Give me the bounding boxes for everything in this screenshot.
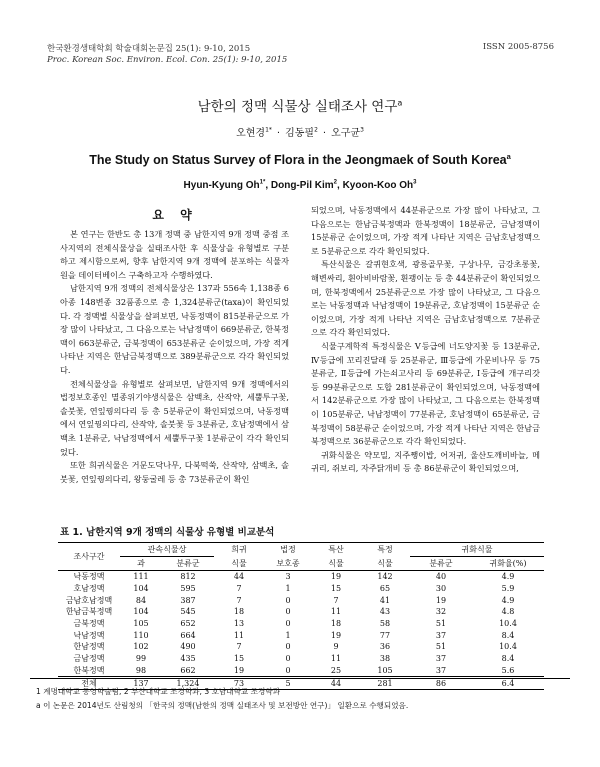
paper-title-en <box>0 153 600 167</box>
table-row-label: 한남금북정맥 <box>65 607 113 617</box>
table-cell: 44 <box>312 677 360 690</box>
table-cell: 10.4 <box>499 642 517 652</box>
table-cell: 105 <box>133 619 149 629</box>
table-cell: 30 <box>435 584 447 594</box>
header-rare-2: 식물 <box>214 557 264 571</box>
table-cell: 7 <box>333 595 339 605</box>
table-cell: 7 <box>236 584 242 594</box>
header-naturalized-rate: 귀화율(%) <box>472 557 544 571</box>
table-cell: 8.4 <box>501 654 515 664</box>
author-name-ko: 김동필 <box>285 128 315 139</box>
table-cell: 98 <box>135 665 147 675</box>
table-cell: 37 <box>435 654 447 664</box>
table-caption: 표 1. 남한지역 9개 정맥의 식물상 유형별 비교분석 <box>60 527 275 538</box>
table-row-label: 호남정맥 <box>73 584 105 594</box>
header-rare-1: 희귀 <box>214 543 264 557</box>
table-cell: 812 <box>180 572 196 582</box>
header-region: 조사구간 <box>58 543 120 571</box>
table-header-row-2 <box>58 557 544 571</box>
table-cell: 137 <box>120 677 162 690</box>
table-cell: 1 <box>285 630 291 640</box>
header-naturalized-taxa: 분류군 <box>410 557 472 571</box>
table-cell: 19 <box>330 572 342 582</box>
table-cell: 19 <box>233 665 245 675</box>
abstract-paragraph: 본 연구는 한반도 총 13개 정맥 중 남한지역 9개 정맥 중점 조사지역의 전체식물상을 실태조사한 후 식물상을 유형별로 구분하고 제시함으로써, 향후 남한지역 9개 정맥에 분포하는 식물자원을 데이터베이스 구축하고자 수행하였다. <box>60 229 289 280</box>
journal-info-ko: 한국환경생태학회 학술대회논문집 25(1): 9-10, 2015 <box>47 44 251 54</box>
table-cell: 110 <box>133 630 149 640</box>
table-cell: 19 <box>330 630 342 640</box>
table-cell: 73 <box>214 677 264 690</box>
authors-ko <box>0 124 600 139</box>
table-row-label: 금북정맥 <box>73 619 105 629</box>
table-cell: 6.4 <box>472 677 544 690</box>
table-cell: 37 <box>435 630 447 640</box>
table-cell: 4.9 <box>501 572 515 582</box>
table-cell: 1 <box>285 584 291 594</box>
author-affiliation-mark: 3 <box>413 179 417 186</box>
table-cell: 3 <box>285 572 291 582</box>
table-cell: 11 <box>233 630 245 640</box>
flora-comparison-table <box>58 542 544 690</box>
table-cell: 44 <box>233 572 245 582</box>
author-name-en: Kyoon-Koo Oh <box>342 180 414 191</box>
table-row-label: 전체 <box>58 677 120 690</box>
table-row <box>58 583 544 595</box>
header-specific-1: 특정 <box>360 543 410 557</box>
title-en-footnote-mark: a <box>506 151 511 161</box>
table-cell: 7 <box>236 595 242 605</box>
title-ko-text: 남한의 정맥 식물상 실태조사 연구 <box>197 99 398 115</box>
header-endemic-2: 식물 <box>312 557 360 571</box>
header-endemic-1: 특산 <box>312 543 360 557</box>
author-name-ko: 오현경 <box>236 128 266 139</box>
abstract-paragraph: 귀화식물은 약모밀, 지주쨍이밥, 어저귀, 울산도깨비바늘, 메귀리, 쥐보리, 자주닭개비 등 총 86분류군이 확인되었으며, <box>311 449 540 474</box>
table-row <box>58 618 544 630</box>
table-cell: 36 <box>379 642 391 652</box>
table-cell: 86 <box>410 677 472 690</box>
table-cell: 40 <box>435 572 447 582</box>
table-cell: 104 <box>133 584 149 594</box>
author-name-en: Hyun-Kyung Oh <box>183 180 260 191</box>
table-row <box>58 571 544 583</box>
table-cell: 387 <box>180 595 196 605</box>
header-family: 과 <box>120 557 162 571</box>
header-specific-2: 식물 <box>360 557 410 571</box>
table-cell: 43 <box>379 607 391 617</box>
table-cell: 111 <box>133 572 149 582</box>
table-cell: 0 <box>285 642 291 652</box>
table-cell: 142 <box>377 572 393 582</box>
table-cell: 9 <box>333 642 339 652</box>
abstract-heading: 요 약 <box>152 208 198 222</box>
table-cell: 490 <box>180 642 196 652</box>
table-cell: 41 <box>379 595 391 605</box>
table-cell: 25 <box>330 665 342 675</box>
left-column <box>60 228 289 486</box>
header-naturalized: 귀화식물 <box>410 543 544 557</box>
journal-info-en: Proc. Korean Soc. Environ. Ecol. Con. 25(1): 9-10, 2015 <box>47 55 288 65</box>
table-row <box>58 629 544 641</box>
table-cell: 664 <box>180 630 196 640</box>
table-cell: 84 <box>135 595 147 605</box>
author-separator: · <box>276 128 281 139</box>
table-cell: 15 <box>330 584 342 594</box>
table-cell: 281 <box>360 677 410 690</box>
table-cell: 11 <box>330 654 342 664</box>
abstract-paragraph: 특산식물은 갈퀴현호색, 광릉골무꽃, 구상나무, 금강초롱꽃, 해변싸리, 흰아비바람꽃, 흰괭이눈 등 총 44분류군이 확인되었으며, 한북정맥에서 25분류군으로 가장 많이 나타났고, 그 다음으로는 낙동정맥과 낙남정맥이 19분류군, 호남정맥이 15분류군 순이었으며, 가장 적게 나타난 지역은 금남호남정맥으로 7분류군으로 각각 확인되었다. <box>311 259 540 338</box>
table-cell: 0 <box>285 665 291 675</box>
table-cell: 545 <box>180 607 196 617</box>
table-cell: 105 <box>377 665 393 675</box>
table-cell: 595 <box>180 584 196 594</box>
table-cell: 32 <box>435 607 447 617</box>
header-protected-2: 보호종 <box>264 557 312 571</box>
table-cell: 4.9 <box>501 595 515 605</box>
table-cell: 4.8 <box>501 607 515 617</box>
author-name-en: Dong-Pil Kim <box>270 180 334 191</box>
table-header-row-1 <box>58 543 544 557</box>
table-cell: 0 <box>285 595 291 605</box>
abstract-paragraph: 남한지역 9개 정맥의 전체식물상은 137과 556속 1,138종 6아종 148변종 32품종으로 총 1,324분류군(taxa)이 확인되었다. 각 정맥별 식물상을 살펴보면, 낙동정맥이 815분류군으로 가장 많이 나타났고, 그 다음으로는 낙남정맥이 669분류군, 한북정맥이 663분류군, 금북정맥이 653분류군 순이었으며, 가장 적게 나타난 지역은 한남금북정맥으로 389분류군으로 각각 확인되었다. <box>60 283 289 375</box>
author-separator: , <box>265 180 271 191</box>
table-row-label: 금남호남정맥 <box>65 595 113 605</box>
footnote-divider <box>30 678 570 679</box>
table-cell: 435 <box>180 654 196 664</box>
table-cell: 18 <box>233 607 245 617</box>
right-column <box>311 204 540 476</box>
issn: ISSN 2005-8756 <box>482 42 554 52</box>
table-row-label: 한북정맥 <box>73 665 105 675</box>
table-cell: 18 <box>330 619 342 629</box>
author-affiliation-mark: 1* <box>265 126 272 134</box>
author-name-ko: 오구균 <box>331 128 361 139</box>
abstract-paragraph: 식물구계학적 특정식물은 Ⅴ등급에 너도양지꽃 등 13분류군, Ⅳ등급에 꼬리진달래 등 25분류군, Ⅲ등급에 가문비나무 등 75분류군, Ⅱ등급에 가는쇠고사리 등 69분류군, Ⅰ등급에 개구리갓 등 99분류군으로 도합 281분류군이 확인되었으며, 낙동정맥에서 142분류군으로 가장 많이 나타났고, 그 다음으로는 한북정맥이 105분류군, 낙남정맥이 77분류군, 호남정맥이 65분류군, 금북정맥이 58분류군 순이었으며, 가장 적게 나타난 지역은 한남금북정맥으로 36분류군으로 각각 확인되었다. <box>311 340 540 447</box>
table-cell: 11 <box>330 607 342 617</box>
table-cell: 0 <box>285 607 291 617</box>
table-cell: 662 <box>180 665 196 675</box>
table-cell: 8.4 <box>501 630 515 640</box>
table-cell: 5 <box>264 677 312 690</box>
table-cell: 10.4 <box>499 619 517 629</box>
table-cell: 102 <box>133 642 149 652</box>
paper-title-ko <box>0 95 600 115</box>
abstract-paragraph: 되었으며, 낙동정맥에서 44분류군으로 가장 많이 나타났고, 그 다음으로는 한남금북정맥과 한북정맥이 18분류군, 금남정맥이 15분류군 순이었으며, 가장 적게 나타난 지역은 금남호남정맥으로 5분류군으로 각각 확인되었다. <box>311 205 540 256</box>
table-row <box>58 606 544 618</box>
table-cell: 0 <box>285 654 291 664</box>
table-row <box>58 641 544 653</box>
table-cell: 5.9 <box>501 584 515 594</box>
table-cell: 65 <box>379 584 391 594</box>
table-row-label: 한남정맥 <box>73 642 105 652</box>
table-cell: 58 <box>379 619 391 629</box>
table-cell: 652 <box>180 619 196 629</box>
table-cell: 51 <box>435 619 447 629</box>
table-cell: 37 <box>435 665 447 675</box>
abstract-paragraph: 전체식물상을 유형별로 살펴보면, 남한지역 9개 정맥에서의 법정보호종인 멸종위기야생식물은 삼백초, 산작약, 세뿔투구꽃, 솔붓꽃, 연잎꿩의다리 등 총 5분류군이 확인되었으며, 낙동정맥에서 연잎꿩의다리, 산작약, 솔붓꽃 등 3분류군, 호남정맥에서 삼백초 1분류군, 낙남정맥에서 세뿔투구꽃 1분류군이 각각 확인되었다. <box>60 378 289 457</box>
table-cell: 77 <box>379 630 391 640</box>
table-row <box>58 653 544 665</box>
table-row-label: 낙동정맥 <box>73 572 105 582</box>
abstract-paragraph: 또한 희귀식물은 거문도닥나무, 다북떡쑥, 산작약, 삼백초, 솔붓꽃, 연잎꿩의다리, 왕둥굴레 등 총 73분류군이 확인 <box>60 460 289 484</box>
table-cell: 19 <box>435 595 447 605</box>
table-row <box>58 665 544 677</box>
author-affiliation-mark: 3 <box>360 126 364 134</box>
table-cell: 13 <box>233 619 245 629</box>
table-row-label: 금남정맥 <box>73 654 105 664</box>
header-taxa: 분류군 <box>162 557 214 571</box>
footnote-funding: a 이 논문은 2014년도 산림청의 「한국의 정맥(남한의 정맥 실태조사 및 보전방안 연구)」 일환으로 수행되었음. <box>36 701 409 710</box>
author-affiliation-mark: 2 <box>333 179 337 186</box>
author-affiliation-mark: 2 <box>314 126 318 134</box>
table-cell: 15 <box>233 654 245 664</box>
table-cell: 51 <box>435 642 447 652</box>
author-separator: , <box>337 180 343 191</box>
table-cell: 99 <box>135 654 147 664</box>
table-cell: 5.6 <box>501 665 515 675</box>
author-affiliation-mark: 1* <box>259 179 266 186</box>
footnote-affiliations: 1 계명대학교 동영학술림, 2 부산대학교 조경학과, 3 호남대학교 조경학과 <box>36 687 281 696</box>
table-cell: 7 <box>236 642 242 652</box>
table-row <box>58 594 544 606</box>
author-separator: · <box>322 128 327 139</box>
table-row-label: 낙남정맥 <box>73 630 105 640</box>
title-ko-footnote-mark: a <box>397 97 403 108</box>
table-cell: 0 <box>285 619 291 629</box>
header-protected-1: 법정 <box>264 543 312 557</box>
table-cell: 38 <box>379 654 391 664</box>
table-cell: 104 <box>133 607 149 617</box>
title-en-text: The Study on Status Survey of Flora in the Jeongmaek of South Korea <box>89 153 507 167</box>
table-cell: 1,324 <box>162 677 214 690</box>
authors-en <box>0 180 600 191</box>
header-flora: 관속식물상 <box>120 543 214 557</box>
